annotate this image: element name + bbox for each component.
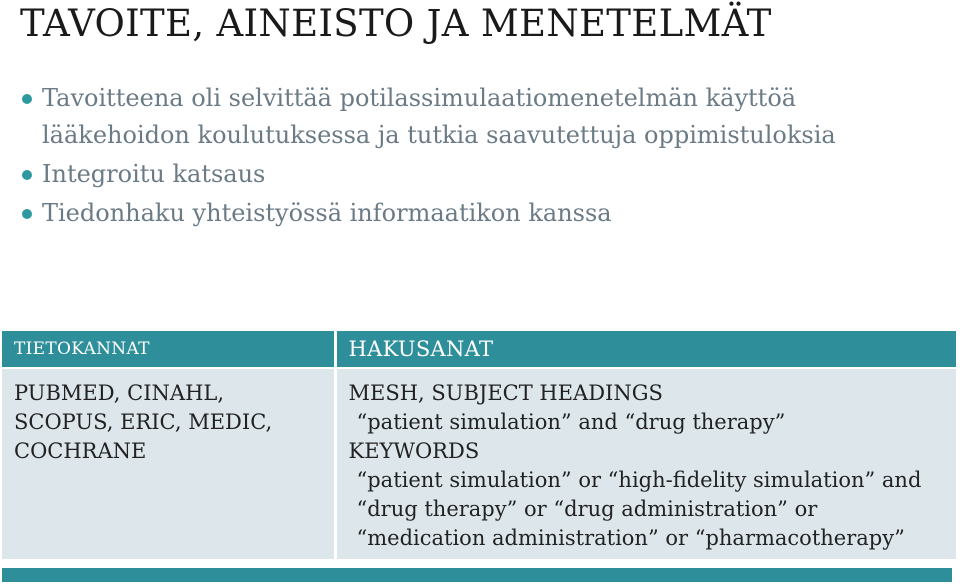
search-terms-header: HAKUSANAT [335, 331, 956, 368]
databases-header: TIETOKANNAT [2, 331, 335, 368]
bullet-item-objective [22, 80, 942, 154]
keywords-label: KEYWORDS [348, 439, 480, 463]
slide-title: TAVOITE, AINEISTO JA MENETELMÄT [20, 2, 772, 45]
database-line: SCOPUS, ERIC, MEDIC, [14, 410, 273, 434]
mesh-label: MESH, SUBJECT HEADINGS [348, 381, 663, 405]
keyword-term-line: “medication administration” or “pharmacotherapy” [356, 526, 905, 550]
table-header-row [2, 331, 956, 368]
bullet-dot-icon [22, 170, 32, 180]
mesh-term-line: “patient simulation” and “drug therapy” [356, 410, 786, 434]
table-row [2, 368, 956, 560]
database-line: PUBMED, CINAHL, [14, 381, 224, 405]
bullet-dot-icon [22, 94, 32, 104]
databases-cell [2, 368, 335, 560]
search-terms-cell [335, 368, 956, 560]
bullet-dot-icon [22, 209, 32, 219]
bullet-text: Tavoitteena oli selvittää potilassimulaatiomenetelmän käyttöä lääkehoidon koulutuksessa ja tutkia saavutettuja oppimistuloksia [42, 84, 836, 149]
keyword-term-line: “drug therapy” or “drug administration” or [356, 497, 818, 521]
bullet-list [22, 80, 942, 234]
bullet-text: Tiedonhaku yhteistyössä informaatikon kanssa [42, 199, 612, 227]
bullet-item-method [22, 156, 942, 193]
footer-accent-bar [2, 568, 952, 582]
bullet-text: Integroitu katsaus [42, 160, 266, 188]
bullet-item-search [22, 195, 942, 232]
search-info-table [2, 331, 956, 561]
keyword-term-line: “patient simulation” or “high-fidelity simulation” and [356, 468, 922, 492]
database-line: COCHRANE [14, 439, 147, 463]
